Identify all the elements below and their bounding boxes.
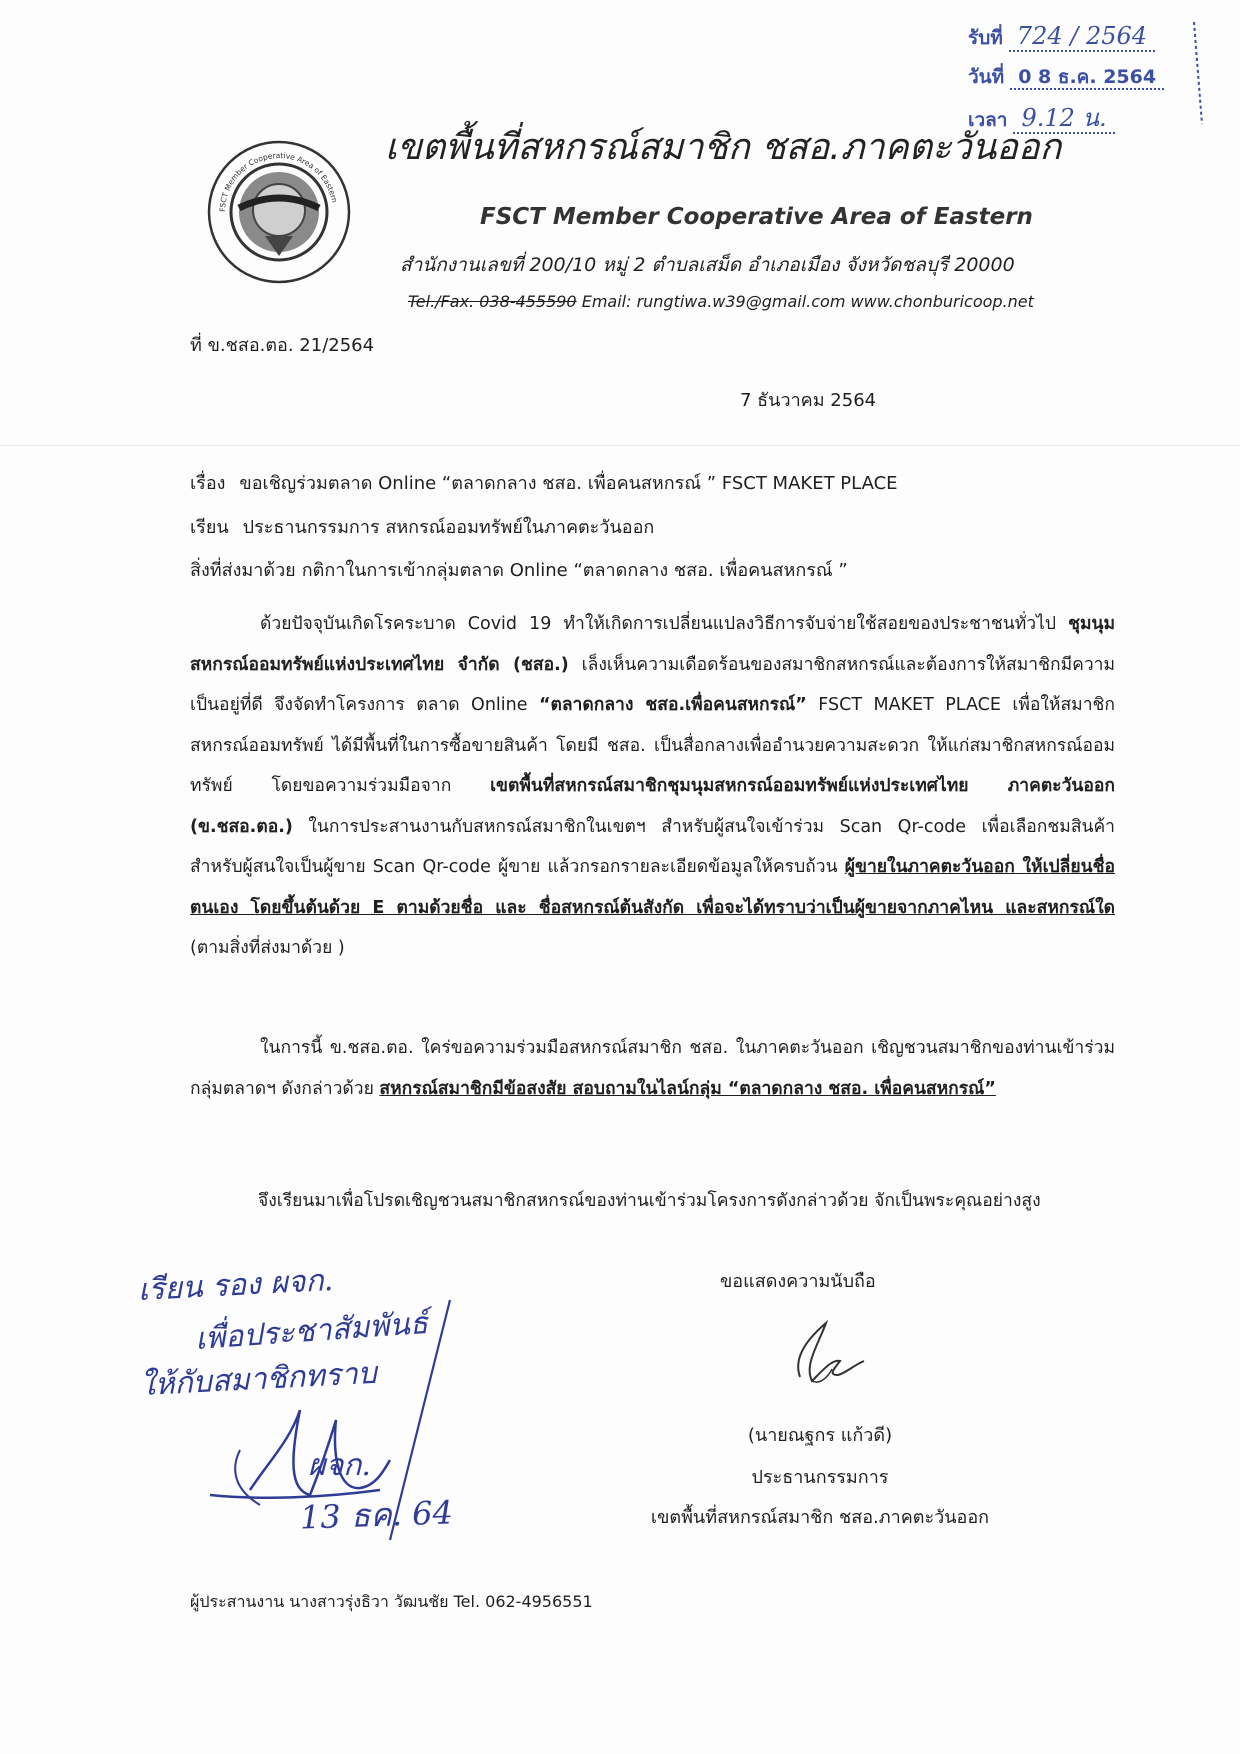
body-paragraph-1	[190, 604, 1115, 969]
website: www.chonburicoop.net	[850, 292, 1034, 311]
stamp-time-value: 9.12 น.	[1013, 104, 1114, 134]
org-contact	[408, 292, 1034, 311]
handwritten-note-line-4: ผจก.	[308, 1448, 371, 1483]
handwritten-note-line-1: เรียน รอง ผจก.	[137, 1262, 334, 1309]
handwritten-note-date: 13 ธค. 64	[299, 1493, 454, 1537]
enclosure-value: กติกาในการเข้ากลุ่มตลาด Online “ตลาดกลาง ชสอ. เพื่อคนสหกรณ์ ”	[301, 560, 848, 581]
subject-label: เรื่อง	[190, 473, 226, 494]
to-line	[190, 512, 654, 541]
stamp-time-label: เวลา	[968, 109, 1008, 131]
stamp-received-label: รับที่	[968, 27, 1003, 49]
body-paragraph-2	[190, 1028, 1115, 1109]
signer-position: ประธานกรรมการ	[751, 1467, 889, 1488]
stamp-received-number: 724 / 2564	[1009, 22, 1155, 52]
stamp-date-label: วันที่	[968, 66, 1005, 88]
signer-organization: เขตพื้นที่สหกรณ์สมาชิก ชสอ.ภาคตะวันออก	[650, 1507, 990, 1528]
received-stamp	[958, 14, 1208, 132]
logo-arc-text: FSCT Member Cooperative Area of Eastern	[217, 150, 340, 213]
subject-line	[190, 468, 898, 497]
stamp-date-value: 0 8 ธ.ค. 2564	[1010, 66, 1164, 90]
email: Email: rungtiwa.w39@gmail.com	[581, 292, 846, 311]
p1-bold-market: “ตลาดกลาง ชสอ.เพื่อคนสหกรณ์”	[538, 695, 807, 715]
scan-line	[0, 445, 1240, 446]
to-label: เรียน	[190, 517, 229, 538]
closing-sentence: จึงเรียนมาเพื่อโปรดเชิญชวนสมาชิกสหกรณ์ของท่านเข้าร่วมโครงการดังกล่าวด้วย จักเป็นพระคุณอย่างสูง	[258, 1191, 1041, 1211]
org-name-english: FSCT Member Cooperative Area of Eastern	[480, 204, 1033, 230]
reference-number: ที่ ข.ชสอ.ตอ. 21/2564	[190, 335, 375, 356]
p1-bold-area: เขตพื้นที่สหกรณ์สมาชิกชุมนุมสหกรณ์ออมทรัพย์แห่งประเทศไทย ภาคตะวันออก (ข.ชสอ.ตอ.)	[190, 776, 1115, 837]
p1-text-a: ด้วยปัจจุบันเกิดโรคระบาด Covid 19 ทำให้เกิดการเปลี่ยนแปลงวิธีการจับจ่ายใช้สอยของประชาชนทั่วไป	[260, 614, 1069, 634]
signer-name: (นายณฐกร แก้วดี)	[747, 1425, 893, 1446]
regards: ขอแสดงความนับถือ	[720, 1271, 876, 1292]
p2-underlined-line-group: สหกรณ์สมาชิกมีข้อสงสัย สอบถามในไลน์กลุ่ม “ตลาดกลาง ชสอ. เพื่อคนสหกรณ์”	[379, 1078, 996, 1099]
handwritten-note-line-3: ให้กับสมาชิกทราบ	[139, 1355, 378, 1404]
org-address: สำนักงานเลขที่ 200/10 หมู่ 2 ตำบลเสม็ด อำเภอเมือง จังหวัดชลบุรี 20000	[400, 254, 1015, 276]
enclosure-label: สิ่งที่ส่งมาด้วย	[190, 560, 296, 581]
stamp-border	[958, 14, 1208, 132]
p1-bold-fsct: ชุมนุมสหกรณ์ออมทรัพย์แห่งประเทศไทย จำกัด (ชสอ.)	[190, 614, 1115, 675]
handwritten-note-line-2: เพื่อประชาสัมพันธ์	[194, 1305, 430, 1358]
to-value: ประธานกรรมการ สหกรณ์ออมทรัพย์ในภาคตะวันออก	[242, 517, 655, 538]
org-name-thai: เขตพื้นที่สหกรณ์สมาชิก ชสอ.ภาคตะวันออก	[385, 127, 1062, 168]
p1-text-c: เล็งเห็นความเดือดร้อนของสมาชิกสหกรณ์และต้องการให้สมาชิกมีความเป็นอยู่ที่ดี จึงจัดทำโครงการ ตลาด Online	[190, 654, 1116, 715]
p1-text-g: ในการประสานงานกับสหกรณ์สมาชิกในเขตฯ สำหรับผู้สนใจเข้าร่วม Scan Qr-code เพื่อเลือกชมสินค้า สำหรับผู้สนใจเป็นผู้ขาย Scan Qr-code ผู้ขาย แล้วกรอกรายละเอียดข้อมูลให้ครบถ้วน	[190, 816, 1115, 877]
fsct-logo-seal	[205, 138, 353, 286]
subject-value: ขอเชิญร่วมตลาด Online “ตลาดกลาง ชสอ. เพื่อคนสหกรณ์ ” FSCT MAKET PLACE	[239, 473, 898, 494]
letter-date: 7 ธันวาคม 2564	[740, 390, 877, 411]
chairman-signature	[782, 1315, 872, 1395]
p2-text-a: ในการนี้ ข.ชสอ.ตอ. ใคร่ขอความร่วมมือสหกรณ์สมาชิก ชสอ. ในภาคตะวันออก เชิญชวนสมาชิกของท่านเข้าร่วมกลุ่มตลาดฯ ดังกล่าวด้วย	[190, 1038, 1115, 1099]
p1-text-e: FSCT MAKET PLACE เพื่อให้สมาชิกสหกรณ์ออมทรัพย์ ได้มีพื้นที่ในการซื้อขายสินค้า โดยมี ชสอ. เป็นสื่อกลางเพื่ออำนวยความสะดวก ให้แก่สมาชิกสหกรณ์ออมทรัพย์ โดยขอความร่วมมือจาก	[190, 695, 1115, 796]
p1-text-i: (ตามสิ่งที่ส่งมาด้วย )	[190, 938, 345, 958]
coordinator-contact: ผู้ประสานงาน นางสาวรุ่งธิวา วัฒนชัย Tel. 062-4956551	[190, 1592, 593, 1611]
enclosure-line	[190, 555, 848, 584]
tel-fax-struck: Tel./Fax. 038-455590	[408, 292, 577, 311]
p1-underlined-seller-rule: ผู้ขายในภาคตะวันออก ให้เปลี่ยนชื่อตนเอง โดยขึ้นต้นด้วย E ตามด้วยชื่อ และ ชื่อสหกรณ์ต้นสังกัด เพื่อจะได้ทราบว่าเป็นผู้ขายจากภาคไหน และสหกรณ์ใด	[190, 857, 1115, 918]
